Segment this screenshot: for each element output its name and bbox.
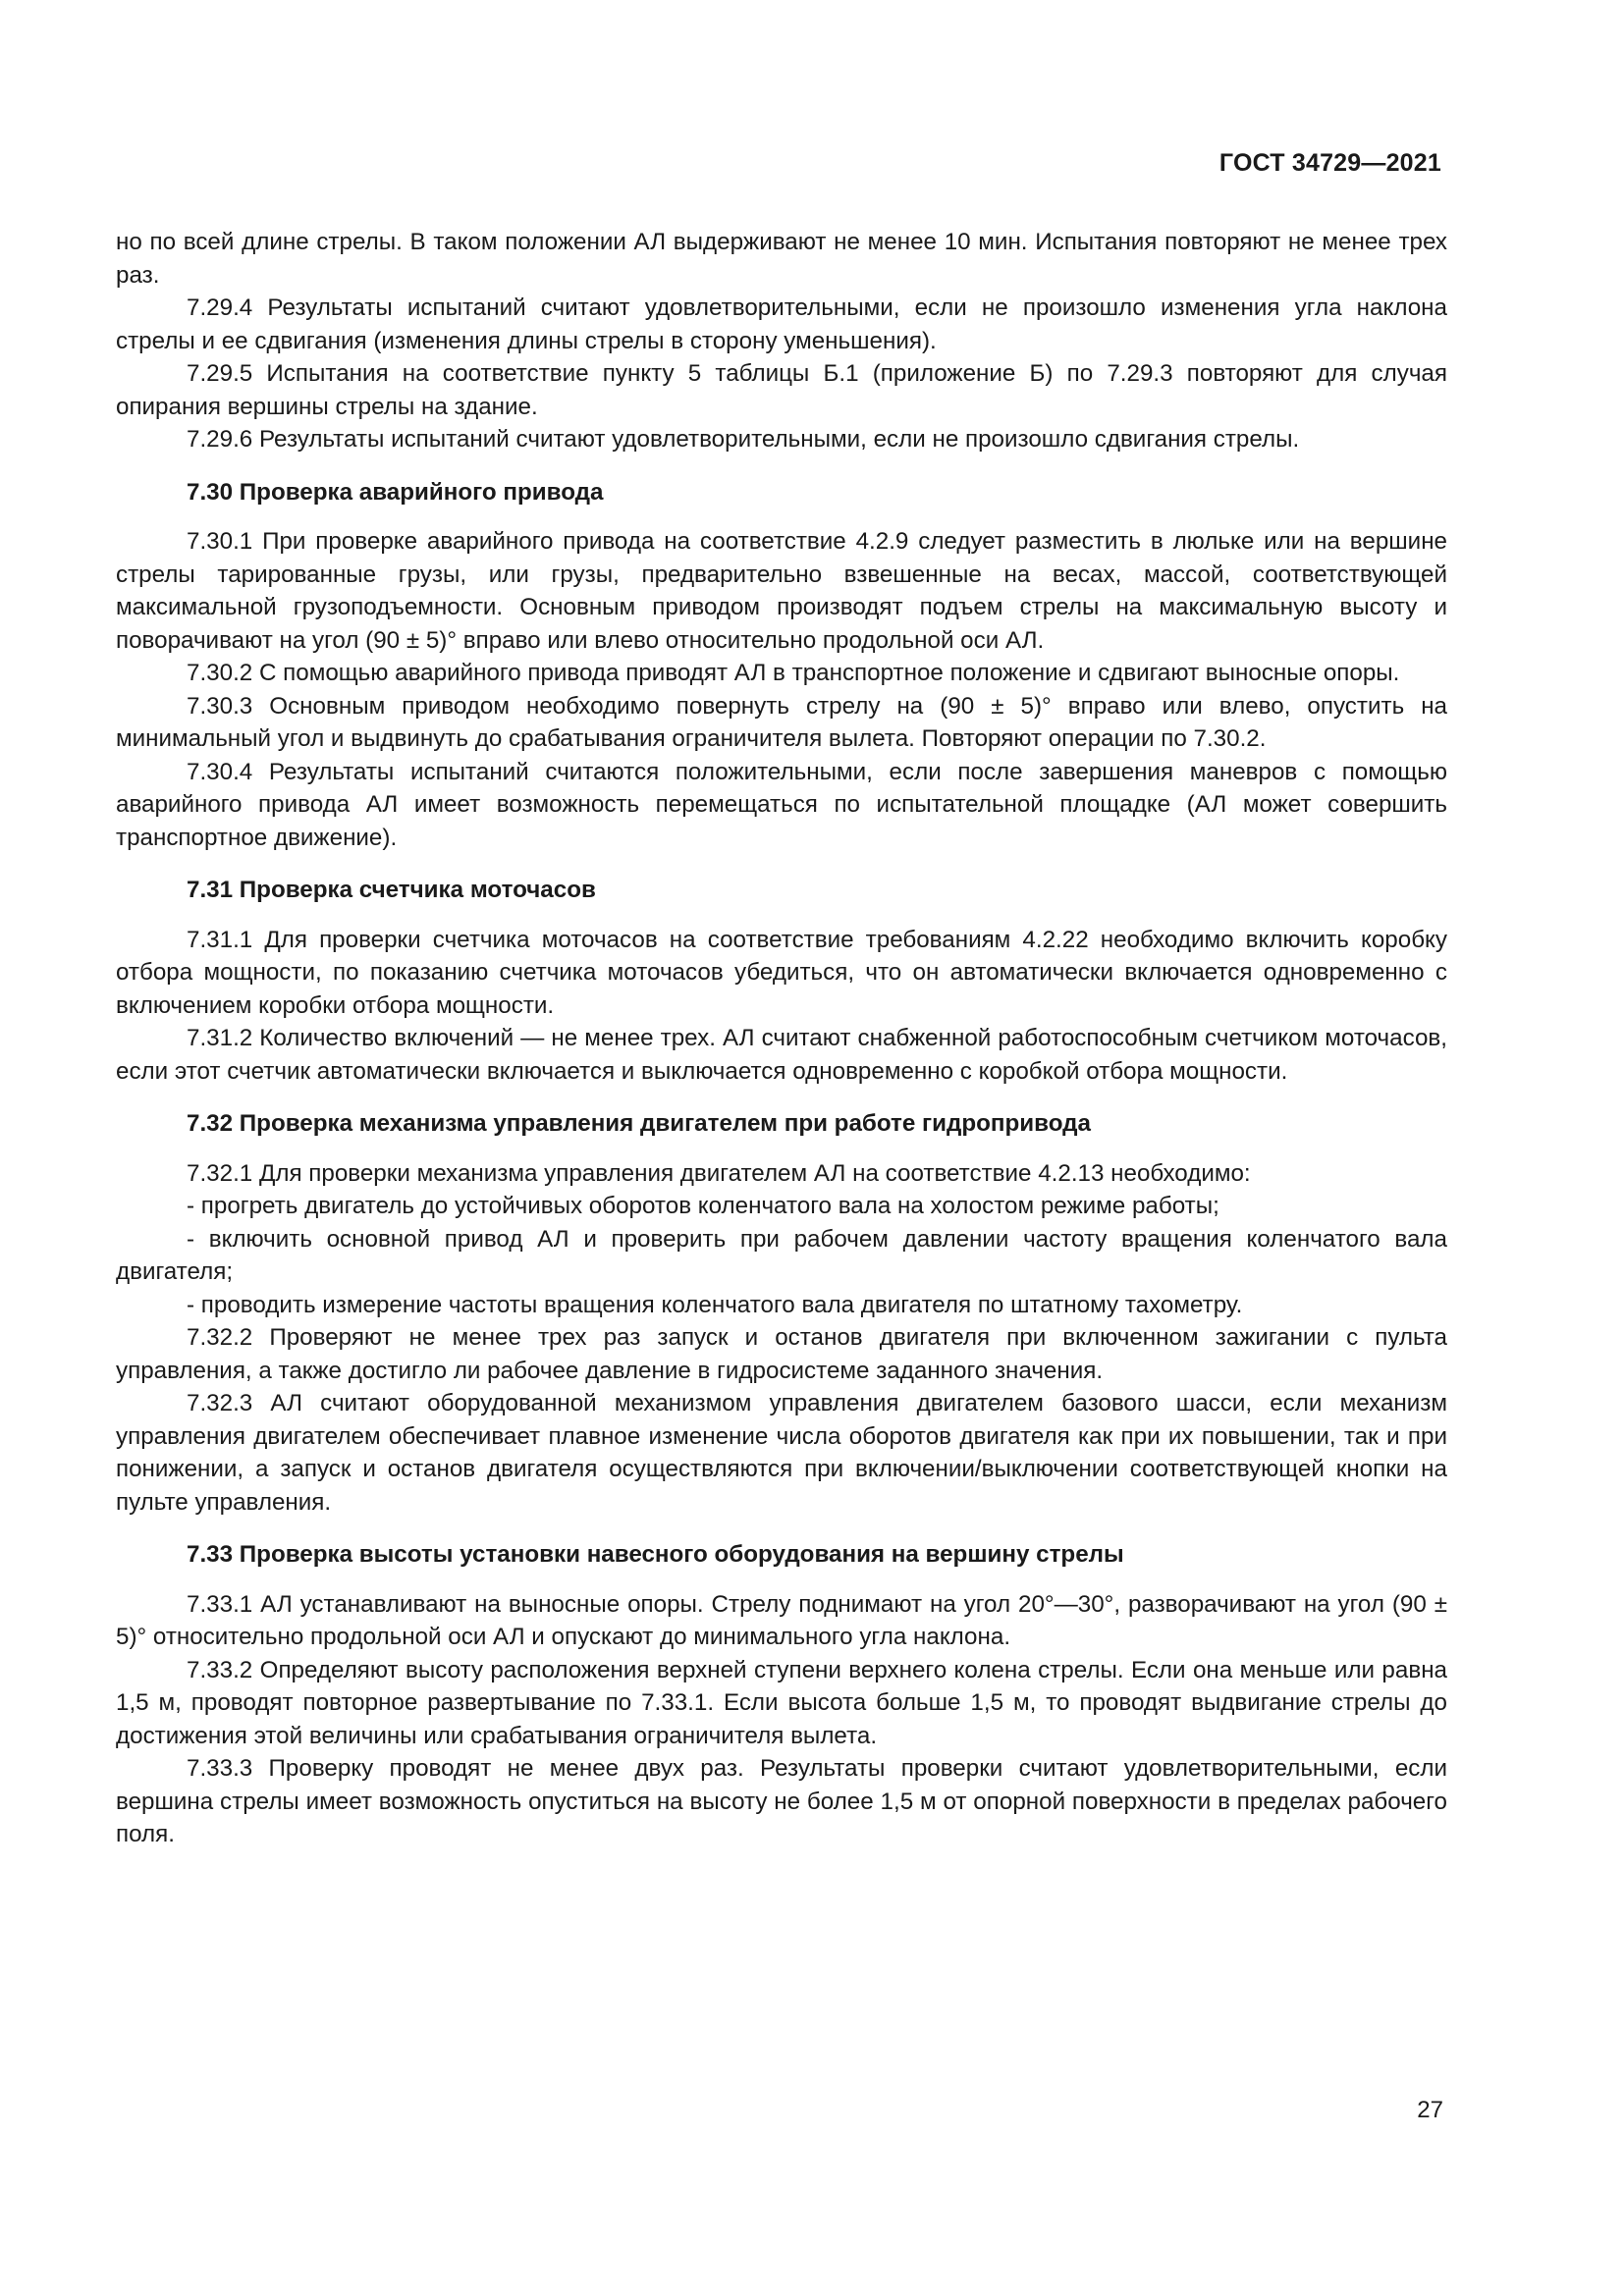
section-heading-7-31: 7.31 Проверка счетчика моточасов (187, 877, 596, 903)
paragraph-7-29-4: 7.29.4 Результаты испытаний считают удовлетворительными, если не произошло изменения угла наклона стрелы и ее сдвигания (изменения длины стрелы в сторону уменьшения). (116, 294, 1447, 354)
section-heading-7-32: 7.32 Проверка механизма управления двигателем при работе гидропривода (187, 1110, 1091, 1137)
paragraph-7-29-6: 7.29.6 Результаты испытаний считают удовлетворительными, если не произошло сдвигания стрелы. (187, 426, 1300, 453)
paragraph-7-33-1: 7.33.1 АЛ устанавливают на выносные опоры. Стрелу поднимают на угол 20°—30°, разворачивают на угол (90 ± 5)° относительно продольной оси АЛ и опускают до минимального угла наклона. (116, 1590, 1447, 1650)
paragraph-7-31-1: 7.31.1 Для проверки счетчика моточасов на соответствие требованиям 4.2.22 необходимо включить коробку отбора мощности, по показанию счетчика моточасов убедиться, что он автоматически включается одновременно с включением коробки отбора мощности. (116, 926, 1447, 1019)
paragraph-7-32-1: 7.32.1 Для проверки механизма управления двигателем АЛ на соответствие 4.2.13 необходимо: (187, 1159, 1251, 1187)
paragraph-7-30-3: 7.30.3 Основным приводом необходимо повернуть стрелу на (90 ± 5)° вправо или влево, опустить на минимальный угол и выдвинуть до срабатывания ограничителя вылета. Повторяют операции по 7.30.2. (116, 692, 1447, 752)
paragraph-7-30-1: 7.30.1 При проверке аварийного привода на соответствие 4.2.9 следует разместить в люльке или на вершине стрелы тарированные грузы, или грузы, предварительно взвешенные на весах, массой, соответствующей максимальной грузоподъемности. Основным приводом производят подъем стрелы на максимальную высоту и поворачивают на угол (90 ± 5)° вправо или влево относительно продольной оси АЛ. (116, 528, 1447, 654)
document-body (116, 226, 1447, 1851)
paragraph-7-32-3: 7.32.3 АЛ считают оборудованной механизмом управления двигателем базового шасси, если механизм управления двигателем обеспечивает плавное изменение числа оборотов двигателя как при их повышении, так и при понижении, а запуск и останов двигателя осуществляются при включении/выключении соответствующей кнопки на пульте управления. (116, 1390, 1447, 1516)
list-item: - прогреть двигатель до устойчивых оборотов коленчатого вала на холостом режиме работы; (187, 1193, 1219, 1219)
paragraph-7-31-2: 7.31.2 Количество включений — не менее трех. АЛ считают снабженной работоспособным счетчиком моточасов, если этот счетчик автоматически включается и выключается одновременно с коробкой отбора мощности. (116, 1025, 1447, 1085)
standard-designation: ГОСТ 34729—2021 (1218, 149, 1441, 177)
paragraph-7-30-2: 7.30.2 С помощью аварийного привода приводят АЛ в транспортное положение и сдвигают выносные опоры. (187, 660, 1400, 686)
list-item: - проводить измерение частоты вращения коленчатого вала двигателя по штатному тахометру. (187, 1291, 1243, 1318)
section-heading-7-30: 7.30 Проверка аварийного привода (187, 478, 604, 506)
section-heading-7-33: 7.33 Проверка высоты установки навесного оборудования на вершину стрелы (187, 1541, 1124, 1568)
list-item: - включить основной привод АЛ и проверить при рабочем давлении частоту вращения коленчатого вала двигателя; (116, 1225, 1447, 1285)
paragraph-7-33-2: 7.33.2 Определяют высоту расположения верхней ступени верхнего колена стрелы. Если она меньше или равна 1,5 м, проводят повторное развертывание по 7.33.1. Если высота больше 1,5 м, то проводят выдвигание стрелы до достижения этой величины или срабатывания ограничителя вылета. (116, 1656, 1447, 1749)
paragraph-7-33-3: 7.33.3 Проверку проводят не менее двух раз. Результаты проверки считают удовлетворительными, если вершина стрелы имеет возможность опуститься на высоту не более 1,5 м от опорной поверхности в пределах рабочего поля. (116, 1755, 1447, 1847)
page-number: 27 (1417, 2097, 1443, 2123)
paragraph-7-29-5: 7.29.5 Испытания на соответствие пункту 5 таблицы Б.1 (приложение Б) по 7.29.3 повторяют для случая опирания вершины стрелы на здание. (116, 360, 1447, 420)
paragraph-7-30-4: 7.30.4 Результаты испытаний считаются положительными, если после завершения маневров с помощью аварийного привода АЛ имеет возможность перемещаться по испытательной площадке (АЛ может совершить транспортное движение). (116, 758, 1447, 851)
paragraph-7-32-2: 7.32.2 Проверяют не менее трех раз запуск и останов двигателя при включенном зажигании с пульта управления, а также достигло ли рабочее давление в гидросистеме заданного значения. (116, 1324, 1447, 1384)
paragraph-continuation: но по всей длине стрелы. В таком положении АЛ выдерживают не менее 10 мин. Испытания повторяют не менее трех раз. (116, 229, 1447, 289)
